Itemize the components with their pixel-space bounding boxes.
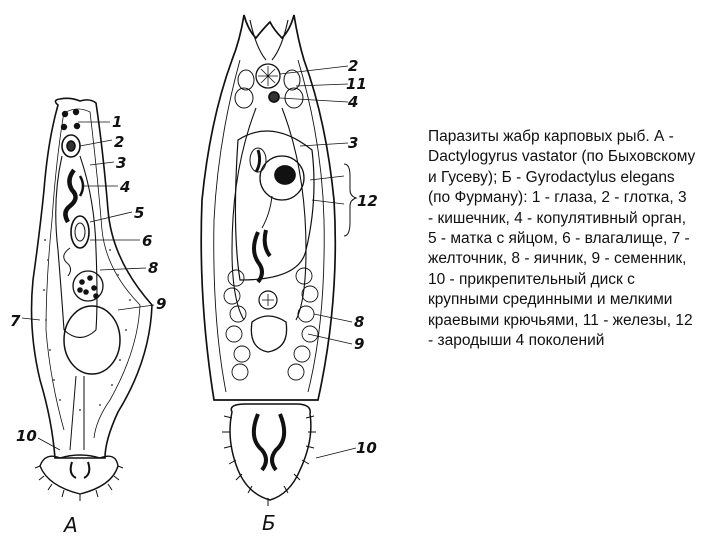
letter-a: А	[64, 513, 78, 537]
label-a-6: 6	[142, 232, 153, 250]
label-b-11: 11	[346, 75, 367, 93]
label-a-8: 8	[148, 259, 159, 277]
label-a-7: 7	[10, 312, 21, 330]
figure-caption: Паразиты жабр карповых рыб. А - Dactylogyrus vastator (по Быховскому и Гусеву); Б - Gyrodactylus elegans (по Фурману): 1 - глаза, 2 - глотка, 3 - кишечник, 4 - копулятивный орган, 5 - матка с яйцом, 6 - влагалище, 7 - желточник, 8 - яичник, 9 - семенник, 10 - прикрепительный диск с крупными срединными и мелкими краевыми крючьями, 11 - железы, 12 - зародыши 4 поколений	[428, 128, 696, 350]
label-a-3: 3	[116, 154, 127, 172]
label-a-9: 9	[156, 295, 167, 313]
label-b-3: 3	[348, 134, 359, 152]
label-a-1: 1	[112, 113, 123, 131]
figure-b-labels	[262, 57, 378, 535]
figure-a-drawing	[22, 98, 154, 501]
label-b-4: 4	[348, 93, 359, 111]
label-a-10: 10	[16, 427, 37, 445]
letter-b: Б	[262, 511, 276, 535]
label-a-5: 5	[134, 204, 145, 222]
label-b-8: 8	[354, 313, 365, 331]
label-b-2: 2	[348, 57, 359, 75]
label-a-2: 2	[114, 133, 125, 151]
label-b-12: 12	[357, 192, 378, 210]
label-a-4: 4	[120, 178, 131, 196]
label-b-10: 10	[356, 439, 377, 457]
label-b-9: 9	[354, 335, 365, 353]
